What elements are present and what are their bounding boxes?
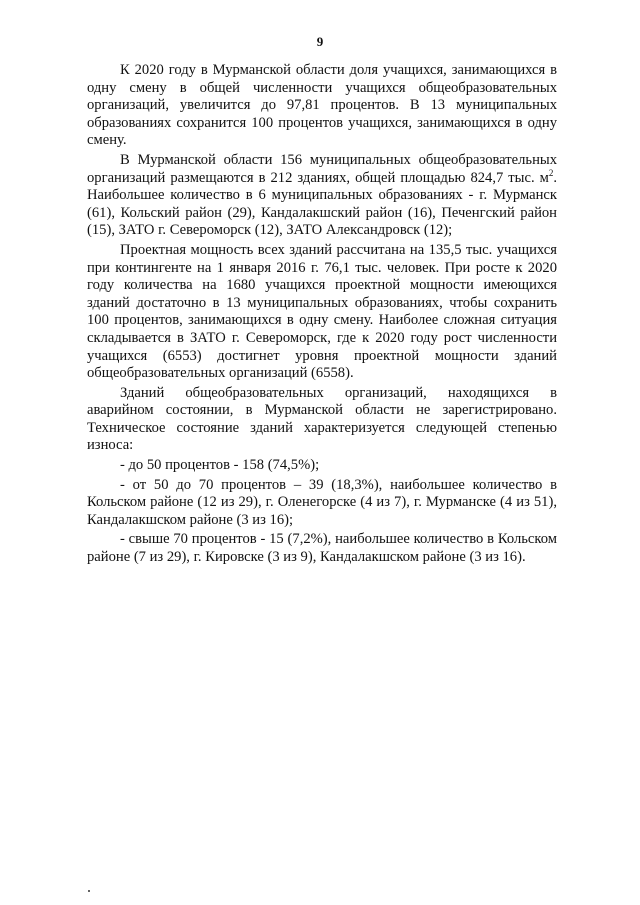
paragraph-buildings-text: В Мурманской области 156 муниципальных общеобразовательных организаций размещаются в 212 зданиях, общей площадью 824,7 тыс. м <box>87 151 557 186</box>
scan-speck <box>88 890 90 892</box>
page-number: 9 <box>316 34 324 49</box>
document-body <box>87 62 557 569</box>
paragraph-buildings-text-continued: . Наибольшее количество в 6 муниципальных образованиях - г. Мурманск (61), Кольский район (29), Кандалакшский район (16), Печенгский район (15), ЗАТО г. Североморск (12), ЗАТО Александровск (12); <box>87 169 557 239</box>
list-item: - свыше 70 процентов - 15 (7,2%), наибольшее количество в Кольском районе (7 из 29), г. Кировске (3 из 9), Кандалакшском районе (3 из 16). <box>87 531 557 566</box>
paragraph-technical-condition: Зданий общеобразовательных организаций, находящихся в аварийном состоянии, в Мурманской области не зарегистрировано. Техническое состояние зданий характеризуется следующей степенью износа: <box>87 384 557 454</box>
superscript-square: 2 <box>548 167 554 178</box>
paragraph-design-capacity: Проектная мощность всех зданий рассчитана на 135,5 тыс. учащихся при контингенте на 1 января 2016 г. 76,1 тыс. человек. При росте к 2020 году количества на 1680 учащихся проектной мощности имеющихся зданий достаточно в 13 муниципальных образованиях, чтобы сохранить 100 процентов, занимающихся в одну смену. Наиболее сложная ситуация складывается в ЗАТО г. Североморск, где к 2020 году рост численности учащихся (6553) достигнет уровня проектной мощности зданий общеобразовательных организаций (6558). <box>87 241 557 382</box>
paragraph-one-shift-forecast: К 2020 году в Мурманской области доля учащихся, занимающихся в одну смену в общей численности учащихся общеобразовательных организаций, увеличится до 97,81 процентов. В 13 муниципальных образованиях сохранится 100 процентов учащихся, занимающихся в одну смену. <box>87 62 557 149</box>
paragraph-buildings <box>87 152 557 240</box>
list-item: - до 50 процентов - 158 (74,5%); <box>120 457 320 474</box>
list-item: - от 50 до 70 процентов – 39 (18,3%), наибольшее количество в Кольском районе (12 из 29), г. Оленегорске (4 из 7), г. Мурманске (4 из 51), Кандалакшском районе (3 из 16); <box>87 476 557 528</box>
